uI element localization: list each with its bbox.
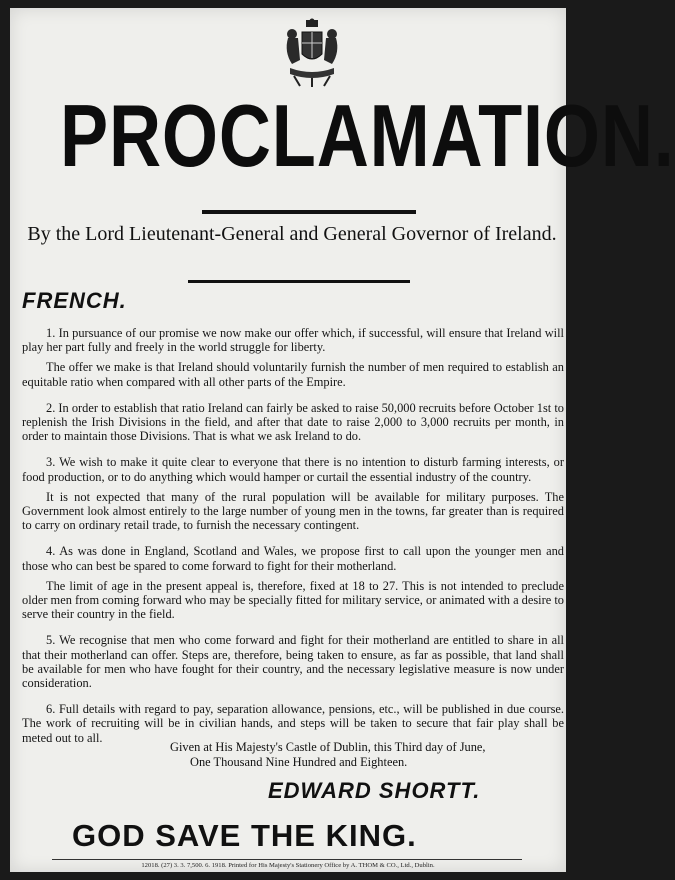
paragraph-2: 2. In order to establish that ratio Ireland can fairly be asked to raise 50,000 recruits before October 1st to replenish the Irish Divisions in the field, and after that date to raise 2,000 to 3,000 recruits per month, in order to maintain those Divisions. That is what we ask Ireland to do. (22, 400, 564, 444)
given-at-dublin (170, 740, 560, 770)
royal-crest-icon (280, 18, 344, 88)
proclamation-title: PROCLAMATION. (60, 86, 675, 185)
issuer-byline: By the Lord Lieutenant-General and General Governor of Ireland. (27, 223, 557, 245)
signer-edward-shortt: EDWARD SHORTT. (268, 778, 481, 803)
given-line-1: Given at His Majesty's Castle of Dublin, this Third day of June, (170, 740, 486, 754)
paragraph-6: 6. Full details with regard to pay, separation allowance, pensions, etc., will be published in due course. The work of recruiting will be in civilian hands, and steps will be taken to secure that fair play shall be meted out to all. (22, 702, 564, 745)
footer-divider (52, 859, 522, 860)
proclamation-body (22, 326, 564, 751)
byline-divider (188, 280, 410, 283)
title-divider (202, 210, 416, 214)
given-line-2: One Thousand Nine Hundred and Eighteen. (190, 755, 408, 769)
proclamation-sheet (10, 8, 675, 872)
printer-imprint: 12018. (27) 3. 3. 7,500. 6. 1918. Printed for His Majesty's Stationery Office by A. THOM & CO., Ltd., Dublin. (141, 862, 435, 869)
paragraph-1b: The offer we make is that Ireland should voluntarily furnish the number of men required to establish an equitable ratio when compared with all other parts of the Empire. (22, 360, 564, 389)
closing-god-save-the-king: GOD SAVE THE KING. (72, 818, 417, 853)
paragraph-4: 4. As was done in England, Scotland and Wales, we propose first to call upon the younger men and those who can best be spared to come forward to fight for their motherland. (22, 544, 564, 573)
paragraph-5: 5. We recognise that men who come forward and fight for their motherland are entitled to share in all that their motherland can offer. Steps are, therefore, being taken to ensure, as far as possible, that land shall be available for men who have fought for their country, and the necessary legislative measure is now under consideration. (22, 633, 564, 691)
paragraph-4b: The limit of age in the present appeal is, therefore, fixed at 18 to 27. This is not intended to preclude older men from coming forward who may be specially fitted for military service, or animated with a desire to serve their country in the field. (22, 578, 564, 622)
signer-french: FRENCH. (22, 288, 127, 313)
paragraph-3b: It is not expected that many of the rural population will be available for military purposes. The Government look almost entirely to the large number of young men in the towns, far greater than is required to carry on ordinary retail trade, to furnish the necessary contingent. (22, 489, 564, 533)
paragraph-1: 1. In pursuance of our promise we now make our offer which, if successful, will ensure that Ireland will play her part fully and freely in the world struggle for liberty. (22, 326, 564, 355)
paragraph-3: 3. We wish to make it quite clear to everyone that there is no intention to disturb farming interests, or food production, or to do anything which would hamper or curtail the essential industry of the country. (22, 455, 564, 484)
